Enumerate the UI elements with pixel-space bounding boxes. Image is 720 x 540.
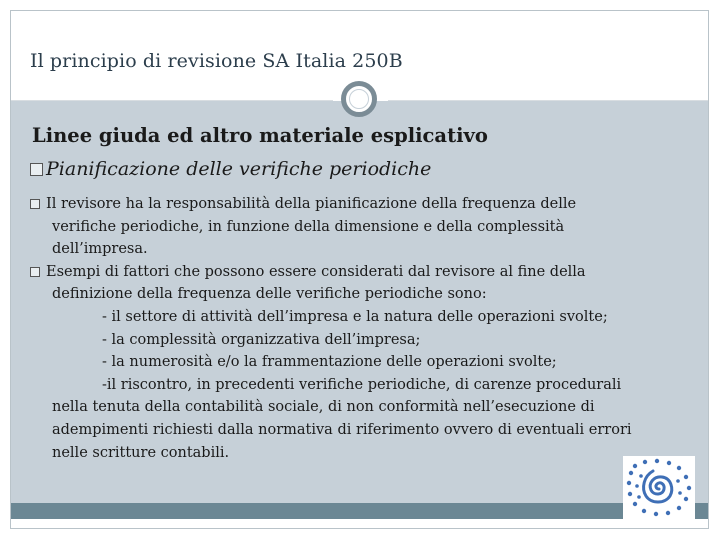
continuation-line: adempimenti richiesti dalla normativa di riferimento ovvero di eventuali errori	[52, 421, 632, 438]
section-subheading	[30, 158, 431, 180]
bullet-line: Esempi di fattori che possono essere considerati dal revisore al fine della	[46, 263, 586, 280]
bullet-line: verifiche periodiche, in funzione della dimensione e della complessità	[52, 218, 565, 235]
factor-continuation	[30, 396, 690, 464]
bottom-bar	[11, 503, 708, 519]
spiral-logo-icon	[623, 456, 695, 519]
checkbox-bullet-icon	[30, 163, 43, 176]
continuation-line: nella tenuta della contabilità sociale, di non conformità nell’esecuzione di	[52, 399, 595, 416]
factor-item: - la numerosità e/o la frammentazione delle operazioni svolte;	[102, 354, 557, 371]
checkbox-bullet-icon	[30, 199, 40, 209]
bullet-line: Il revisore ha la responsabilità della pianificazione della frequenza delle	[46, 196, 577, 212]
bullet-paragraph	[30, 261, 690, 306]
factor-item: - il settore di attività dell’impresa e la natura delle operazioni svolte;	[102, 308, 608, 325]
slide-title: Il principio di revisione SA Italia 250B	[30, 50, 403, 72]
circle-ornament-icon	[341, 81, 377, 117]
section-heading: Linee giuda ed altro materiale esplicativo	[32, 124, 488, 147]
body-text	[30, 193, 690, 464]
continuation-line: nelle scritture contabili.	[52, 444, 230, 461]
bullet-line: dell’impresa.	[52, 241, 148, 258]
bullet-line: definizione della frequenza delle verifiche periodiche sono:	[52, 286, 487, 303]
subheading-text: Pianificazione delle verifiche periodiche	[46, 158, 432, 180]
checkbox-bullet-icon	[30, 267, 40, 277]
spiral-logo-graphic	[623, 456, 695, 519]
bullet-paragraph	[30, 193, 690, 261]
factor-item: - la complessità organizzativa dell’impresa;	[102, 331, 421, 348]
factor-item: -il riscontro, in precedenti verifiche periodiche, di carenze procedurali	[102, 376, 622, 393]
factor-list	[30, 306, 690, 396]
